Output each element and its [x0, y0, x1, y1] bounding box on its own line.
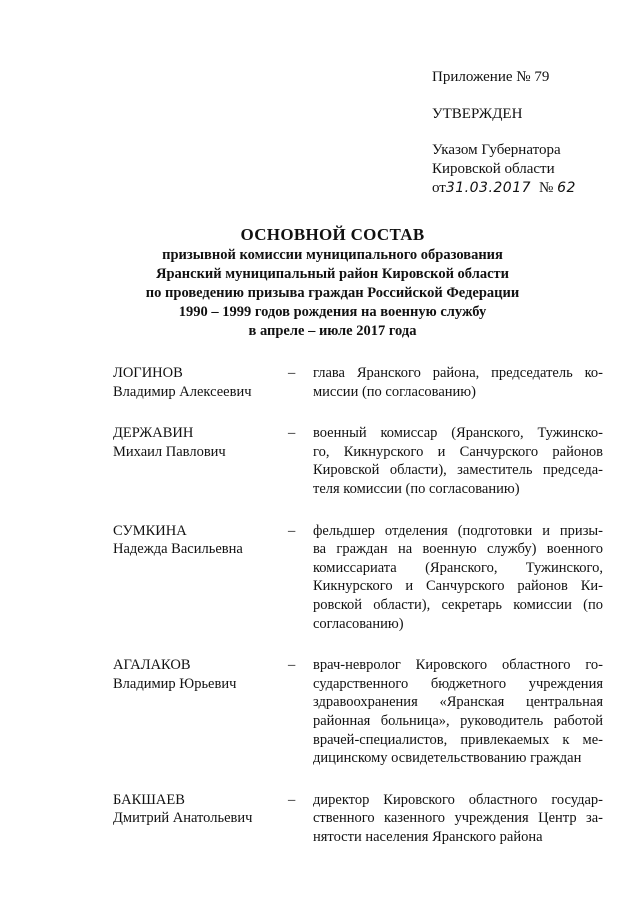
dash-separator: –	[288, 657, 296, 674]
role-line: врач-невролог Кировского областного го-	[313, 657, 603, 674]
member-entry	[113, 364, 603, 401]
document-title	[60, 224, 605, 341]
role-line: районная больница», руководитель работой	[313, 712, 603, 729]
role-line: миссии (по согласованию)	[313, 383, 476, 400]
member-surname: АГАЛАКОВ	[113, 657, 191, 674]
handwritten-date: 31.03.2017	[445, 180, 532, 196]
title-line-2: Яранский муниципальный район Кировской области	[156, 266, 509, 282]
decree-line-2: Кировской области	[432, 161, 555, 177]
member-name	[113, 791, 288, 847]
decree-line-1: Указом Губернатора	[432, 142, 561, 158]
title-line-4: 1990 – 1999 годов рождения на военную службу	[178, 304, 487, 320]
role-line: сударственного бюджетного учреждения	[313, 675, 603, 692]
role-line: здравоохранения «Яранская центральная	[313, 694, 603, 711]
member-surname: ЛОГИНОВ	[113, 365, 183, 381]
member-role	[313, 364, 603, 401]
role-line: нятости населения Яранского района	[313, 828, 543, 845]
dash-separator: –	[288, 791, 296, 808]
member-entry	[113, 424, 603, 498]
decree-date-line	[432, 179, 632, 198]
role-line: ровской области), секретарь комиссии (по	[313, 596, 603, 613]
approval-block	[432, 68, 632, 198]
member-entry	[113, 791, 603, 847]
role-line: директор Кировского областного государ-	[313, 791, 603, 808]
title-line-5: в апреле – июле 2017 года	[248, 323, 417, 339]
role-line: глава Яранского района, председатель ко-	[313, 365, 603, 381]
member-role	[313, 656, 603, 768]
title-line-3: по проведению призыва граждан Российской Федерации	[145, 285, 520, 301]
role-line: военный комиссар (Яранского, Тужинско-	[313, 425, 603, 442]
role-line: ственного казенного учреждения Центр за-	[313, 810, 603, 827]
date-prefix: от	[432, 180, 446, 196]
member-role	[313, 791, 603, 847]
member-surname: ДЕРЖАВИН	[113, 425, 194, 442]
member-entry	[113, 656, 603, 768]
dash-separator: –	[288, 522, 296, 539]
member-surname: БАКШАЕВ	[113, 791, 185, 808]
handwritten-number: 62	[557, 180, 576, 196]
member-given-name: Владимир Юрьевич	[113, 675, 237, 692]
member-given-name: Дмитрий Анатольевич	[113, 810, 253, 827]
role-line: Кикнурского и Санчурского районов Ки-	[313, 578, 603, 595]
role-line: теля комиссии (по согласованию)	[313, 480, 520, 497]
role-line: Кировской области), заместитель председа-	[313, 462, 603, 479]
member-role	[313, 522, 603, 634]
approved-label: УТВЕРЖДЕН	[432, 106, 523, 122]
title-main: ОСНОВНОЙ СОСТАВ	[240, 225, 425, 244]
role-line: го, Кикнурского и Санчурского районов	[313, 443, 603, 460]
member-entry	[113, 522, 603, 634]
member-name	[113, 656, 288, 768]
member-given-name: Владимир Алексеевич	[113, 383, 252, 400]
role-line: согласованию)	[313, 615, 404, 632]
role-line: фельдшер отделения (подготовки и призы-	[313, 522, 603, 539]
role-line: ва граждан на военную службу) военного	[313, 541, 603, 558]
member-name	[113, 522, 288, 634]
appendix-label: Приложение № 79	[432, 69, 550, 85]
number-prefix: №	[539, 180, 554, 196]
member-name	[113, 424, 288, 498]
title-line-1: призывной комиссии муниципального образования	[162, 247, 503, 263]
role-line: комиссариата (Яранского, Тужинского,	[313, 559, 603, 576]
member-surname: СУМКИНА	[113, 522, 187, 539]
role-line: дицинскому освидетельствованию граждан	[313, 750, 582, 767]
member-role	[313, 424, 603, 498]
member-given-name: Михаил Павлович	[113, 443, 226, 460]
member-given-name: Надежда Васильевна	[113, 541, 243, 558]
dash-separator: –	[288, 365, 296, 381]
role-line: врачей-специалистов, привлекаемых к ме-	[313, 731, 603, 748]
dash-separator: –	[288, 425, 296, 442]
members-list	[113, 364, 603, 846]
member-name	[113, 364, 288, 401]
